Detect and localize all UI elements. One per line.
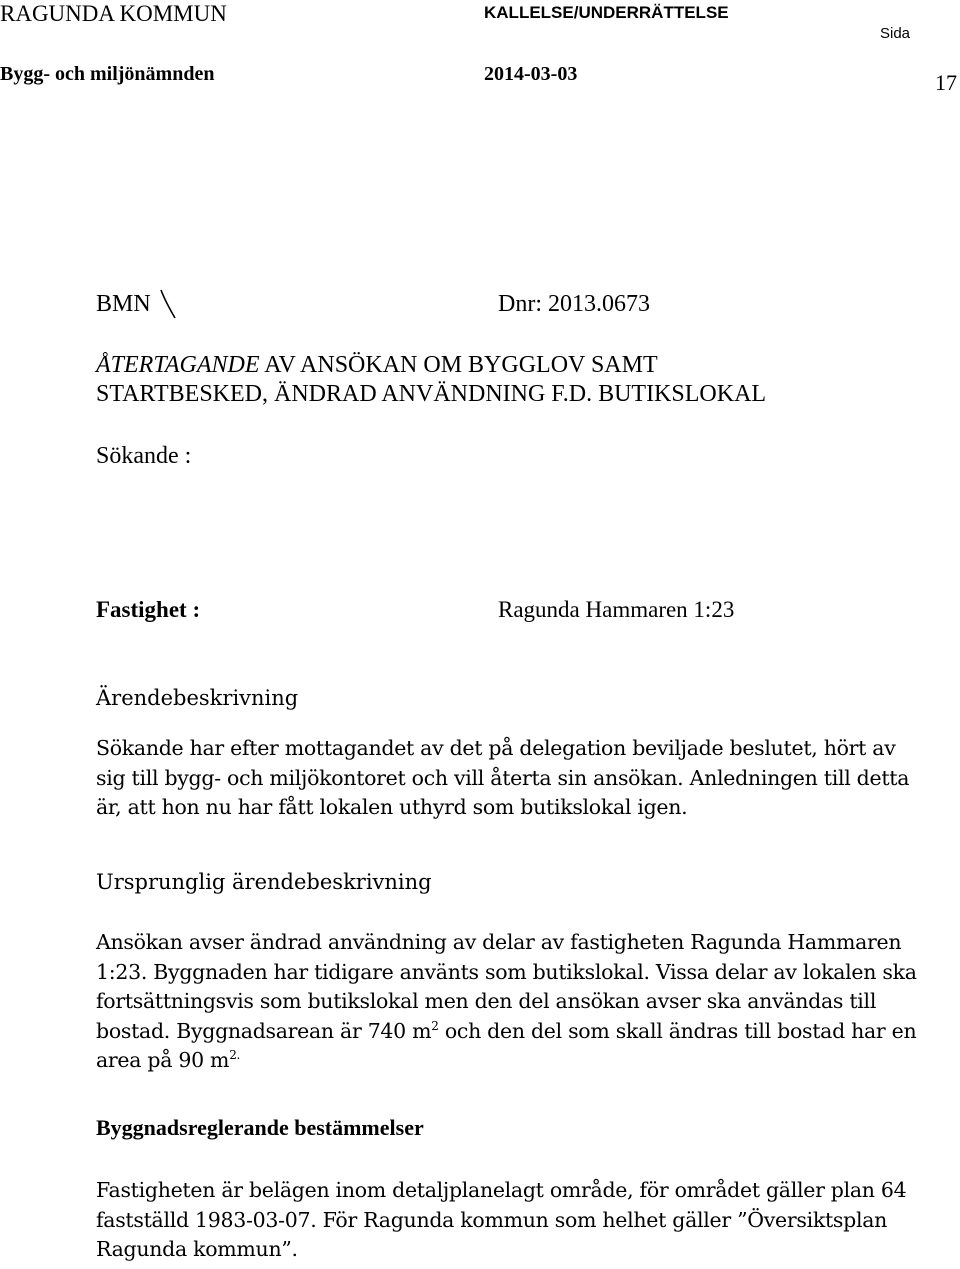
area-text-b: och den del som skall ändras till bostad har en	[438, 1018, 917, 1043]
property-value: Ragunda Hammaren 1:23	[498, 597, 735, 622]
title-line-1	[96, 351, 766, 380]
original-description-text	[96, 928, 956, 1076]
paragraph-line: fortsättningsvis som butikslokal men den del ansökan avser ska användas till	[96, 989, 877, 1013]
regulations-text	[96, 1176, 956, 1265]
page-label: Sida	[880, 25, 911, 42]
paragraph-line: 1:23. Byggnaden har tidigare använts som butikslokal. Vissa delar av lokalen ska	[96, 959, 917, 984]
superscript: 2.	[229, 1048, 241, 1062]
applicant-label: Sökande :	[96, 443, 192, 469]
paragraph-line	[96, 1017, 956, 1047]
paragraph-line: Ragunda kommun”.	[96, 1237, 298, 1261]
committee-code: BMN	[96, 291, 151, 317]
property-label: Fastighet :	[96, 597, 201, 622]
paragraph-line: Fastigheten är belägen inom detaljplanelagt område, för området gäller plan 64	[96, 1178, 907, 1202]
paragraph-line: sig till bygg- och miljökontoret och vill återta sin ansökan. Anledningen till detta	[96, 765, 910, 790]
document-date: 2014-03-03	[484, 63, 578, 85]
area-text-c: area på 90 m	[96, 1048, 230, 1072]
paragraph-line	[96, 1046, 956, 1076]
paragraph-line: fastställd 1983-03-07. För Ragunda kommun som helhet gäller ”Översiktsplan	[96, 1207, 888, 1232]
department-name: Bygg- och miljönämnden	[0, 63, 215, 85]
title-italic-word: ÅTERTAGANDE	[96, 352, 260, 378]
title-line-1-rest: AV ANSÖKAN OM BYGGLOV SAMT	[259, 352, 658, 378]
page-number: 17	[935, 70, 957, 95]
superscript: 2	[431, 1018, 439, 1033]
organization-name: RAGUNDA KOMMUN	[0, 1, 227, 26]
document-title	[96, 351, 766, 409]
original-description-heading: Ursprunglig ärendebeskrivning	[96, 870, 432, 894]
paragraph-line: Ansökan avser ändrad användning av delar av fastigheten Ragunda Hammaren	[96, 930, 902, 954]
case-description-heading: Ärendebeskrivning	[96, 686, 299, 710]
title-line-2: STARTBESKED, ÄNDRAD ANVÄNDNING F.D. BUTIKSLOKAL	[96, 381, 767, 407]
paragraph-line: är, att hon nu har fått lokalen uthyrd som butikslokal igen.	[96, 795, 688, 819]
slash-separator-icon	[158, 288, 178, 322]
diary-number: Dnr: 2013.0673	[498, 291, 650, 317]
case-description-text	[96, 734, 956, 823]
document-type: KALLELSE/UNDERRÄTTELSE	[484, 3, 729, 22]
area-text-a: bostad. Byggnadsarean är 740 m	[96, 1018, 432, 1043]
paragraph-line: Sökande har efter mottagandet av det på delegation beviljade beslutet, hört av	[96, 736, 896, 760]
regulations-heading: Byggnadsreglerande bestämmelser	[96, 1115, 424, 1140]
